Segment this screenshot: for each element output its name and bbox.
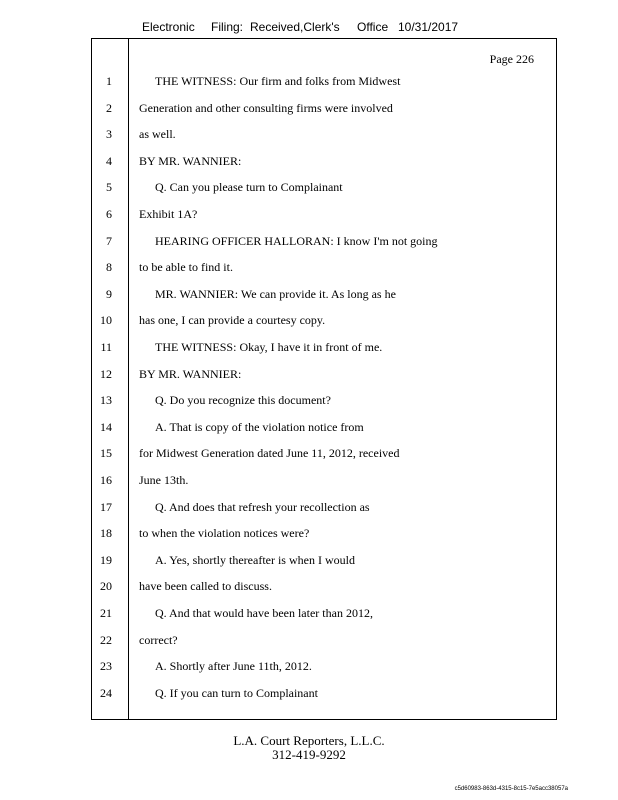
transcript-line <box>92 659 552 679</box>
line-text: as well. <box>139 127 176 142</box>
transcript-line <box>92 367 552 387</box>
line-number: 5 <box>106 180 112 195</box>
header-office: Office <box>357 20 389 34</box>
line-number: 7 <box>106 233 112 248</box>
line-text: have been called to discuss. <box>139 579 272 594</box>
line-text: Q. And does that refresh your recollection as <box>155 499 370 514</box>
transcript-line <box>92 313 552 333</box>
transcript-line <box>92 526 552 546</box>
transcript-line <box>92 154 552 174</box>
line-text: HEARING OFFICER HALLORAN: I know I'm not going <box>155 233 438 248</box>
document-hash: c5d60983-863d-4315-8c15-7e5acc38057a <box>454 786 568 792</box>
transcript-line <box>92 420 552 440</box>
transcript-line <box>92 606 552 626</box>
line-number: 6 <box>106 207 112 221</box>
transcript-line <box>92 633 552 653</box>
line-number: 21 <box>100 606 112 620</box>
transcript-line <box>92 127 552 147</box>
line-text: A. Yes, shortly thereafter is when I would <box>155 552 355 567</box>
transcript-line <box>92 180 552 200</box>
line-number: 20 <box>100 579 112 594</box>
transcript-line <box>92 101 552 121</box>
line-text: correct? <box>139 632 178 647</box>
line-number: 3 <box>106 127 112 142</box>
line-number: 14 <box>100 419 112 434</box>
transcript-line <box>92 234 552 254</box>
line-text: A. Shortly after June 11th, 2012. <box>155 659 312 674</box>
line-number: 13 <box>100 393 112 408</box>
line-text: for Midwest Generation dated June 11, 2012, received <box>139 446 400 461</box>
transcript-line <box>92 340 552 360</box>
transcript-line <box>92 260 552 280</box>
line-number: 12 <box>100 366 112 381</box>
transcript-line <box>92 473 552 493</box>
line-number: 4 <box>106 153 112 168</box>
line-text: Q. Do you recognize this document? <box>155 393 331 408</box>
line-number: 19 <box>100 552 112 567</box>
line-text: has one, I can provide a courtesy copy. <box>139 313 326 328</box>
line-text: Q. If you can turn to Complainant <box>155 685 318 700</box>
line-number: 8 <box>106 260 112 275</box>
line-number: 22 <box>100 632 112 647</box>
line-text: Q. Can you please turn to Complainant <box>155 180 343 195</box>
line-text: MR. WANNIER: We can provide it. As long as he <box>155 286 396 301</box>
header-date: 10/31/2017 <box>398 20 459 34</box>
header-filing: Filing: <box>211 20 244 34</box>
line-number: 9 <box>106 286 112 301</box>
transcript-line <box>92 686 552 706</box>
header-electronic: Electronic <box>142 20 195 34</box>
transcript-line <box>92 553 552 573</box>
line-number: 11 <box>100 340 112 354</box>
line-number: 2 <box>106 100 112 115</box>
line-text: THE WITNESS: Our firm and folks from Midwest <box>155 74 401 88</box>
transcript-line <box>92 207 552 227</box>
line-number: 23 <box>100 659 112 674</box>
reporter-phone: 312-419-9292 <box>272 747 346 762</box>
line-number: 18 <box>100 526 112 541</box>
line-number: 1 <box>106 74 112 88</box>
line-text: Generation and other consulting firms were involved <box>139 100 393 115</box>
line-text: Exhibit 1A? <box>139 207 198 221</box>
transcript-line <box>92 500 552 520</box>
line-text: June 13th. <box>139 473 189 487</box>
transcript-line <box>92 446 552 466</box>
line-number: 24 <box>100 685 112 700</box>
transcript-page <box>91 38 557 720</box>
transcript-line <box>92 393 552 413</box>
line-text: to be able to find it. <box>139 260 233 275</box>
line-text: BY MR. WANNIER: <box>139 153 242 168</box>
line-text: to when the violation notices were? <box>139 526 310 541</box>
header-received: Received,Clerk's <box>250 20 340 34</box>
line-number: 15 <box>100 446 112 461</box>
page-number: Page 226 <box>489 52 534 66</box>
transcript-line <box>92 287 552 307</box>
filing-header <box>0 20 618 38</box>
line-text: A. That is copy of the violation notice from <box>155 419 364 434</box>
line-number: 17 <box>100 499 112 514</box>
transcript-line <box>92 74 552 94</box>
reporter-company: L.A. Court Reporters, L.L.C. <box>233 733 385 748</box>
line-text: Q. And that would have been later than 2012, <box>155 606 373 620</box>
line-number: 10 <box>100 313 112 328</box>
line-text: THE WITNESS: Okay, I have it in front of me. <box>155 340 383 354</box>
transcript-line <box>92 579 552 599</box>
line-text: BY MR. WANNIER: <box>139 366 242 381</box>
line-number: 16 <box>100 473 112 487</box>
